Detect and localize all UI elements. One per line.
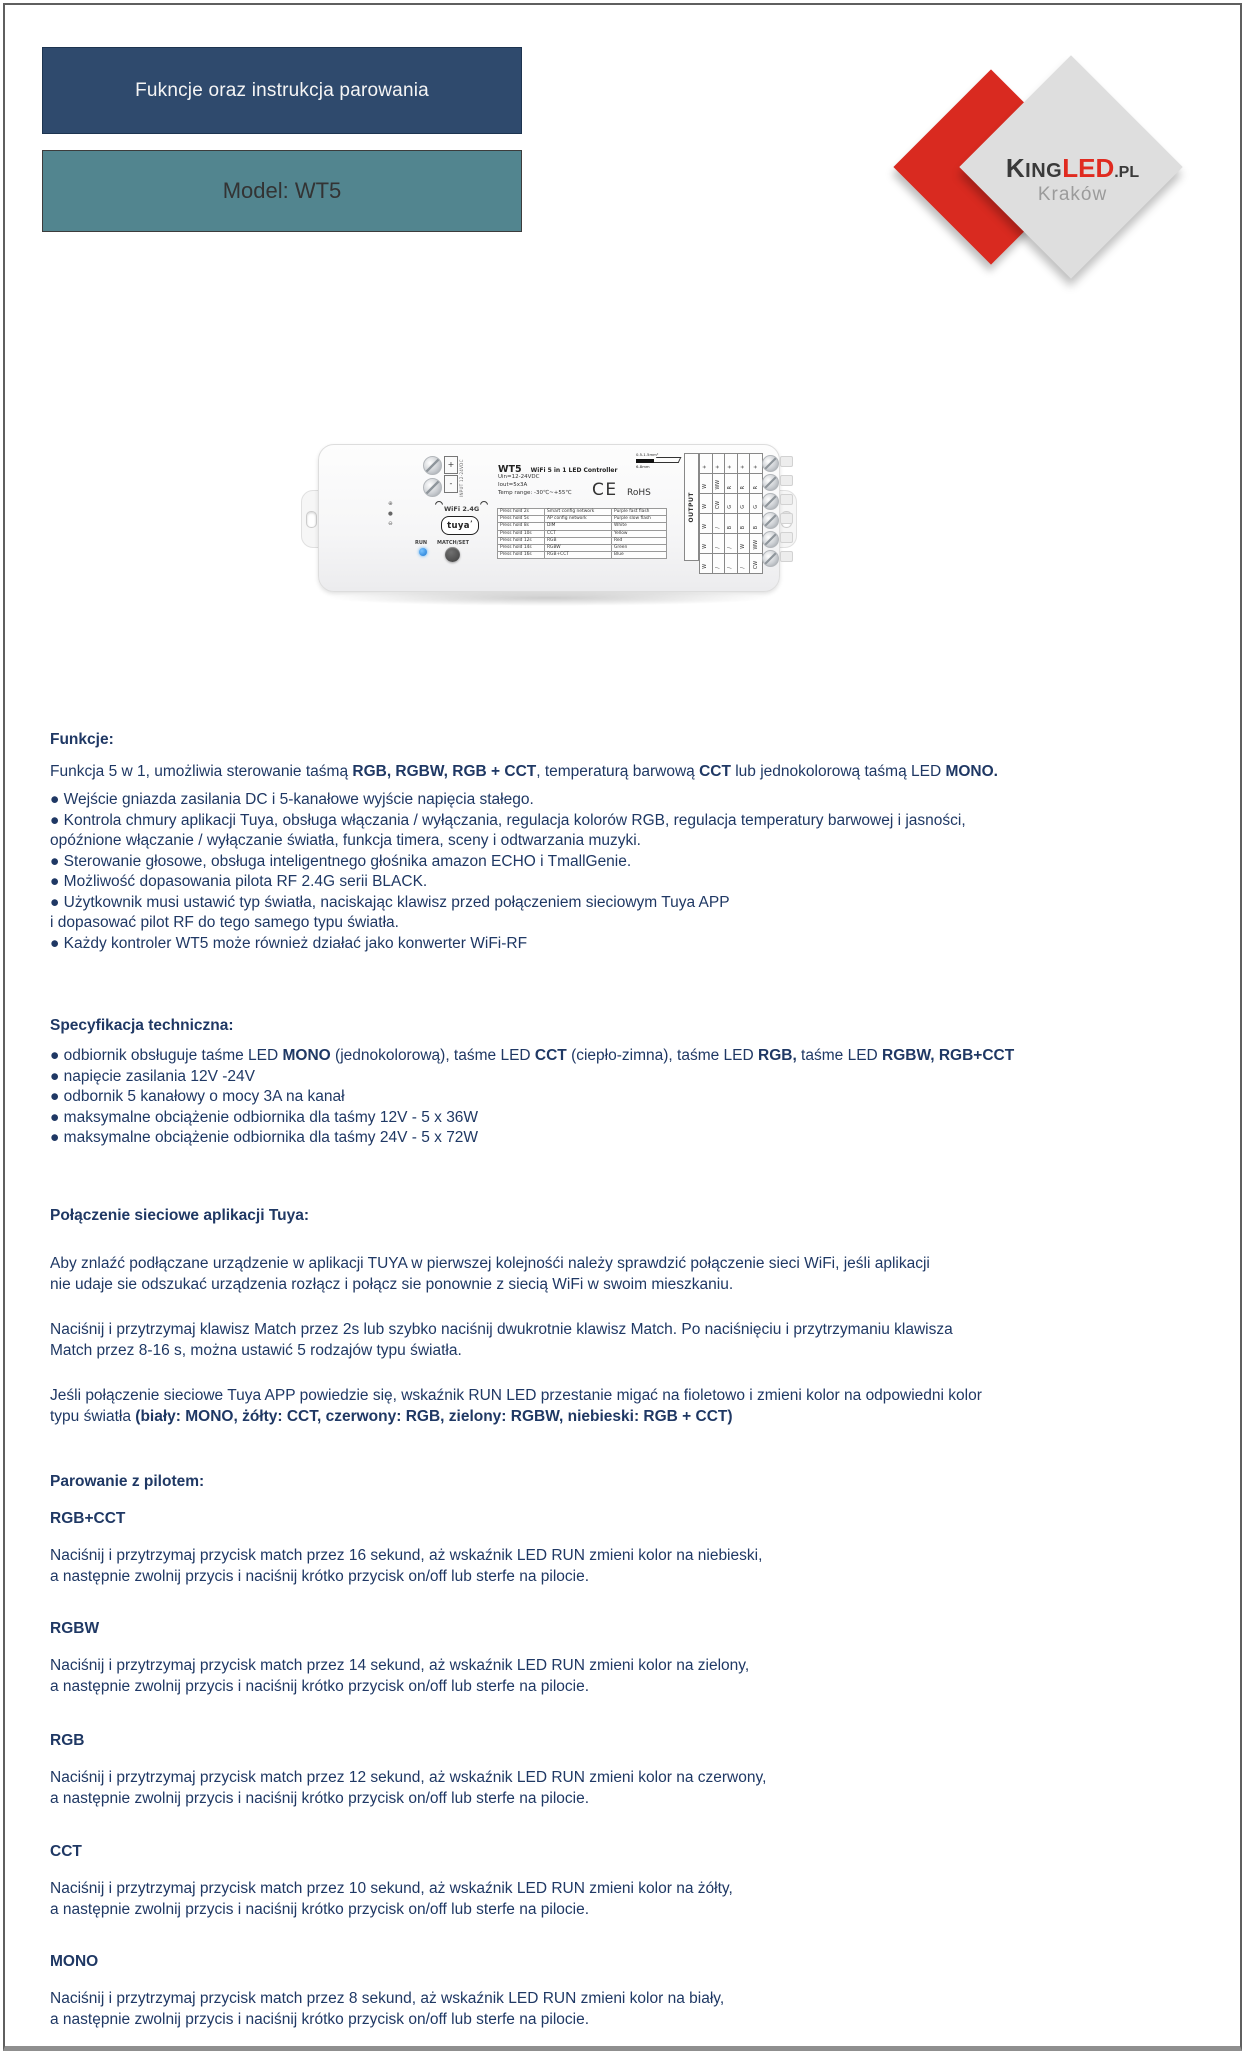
dc-polarity-icon: ⊕ ● ⊖ [388, 501, 393, 527]
section-heading-funkcje: Funkcje: [50, 731, 114, 748]
logo-pl-text: .PL [1114, 164, 1140, 181]
run-led-label: RUN [415, 540, 428, 546]
terminal-tab [780, 475, 793, 486]
tuya-logo: tuya ʼ [441, 516, 479, 535]
kingled-logo [880, 50, 1210, 285]
section-heading-tuya: Połączenie sieciowe aplikacji Tuya: [50, 1207, 310, 1224]
wire-gauge-icon: 0.5-1.5mm² 6-8mm [636, 452, 692, 469]
tuya-accent: ʼ [470, 519, 473, 527]
output-terminal-block [684, 453, 763, 574]
press-hold-table: Press hold 2s Smart config network Purple fast flash Press hold 5s AP config network Purple slow flash Press hold 8s DIM White Press hold 10s CCT Yellow Press hold 12s RGB Red Press hold 14s RGBW Green Press hold 16s RGB+CCT Blue [497, 508, 667, 559]
tuya-paragraph-2: Naciśnij i przytrzymaj klawisz Match przez 2s lub szybko naciśnij dwukrotnie klawisz Match. Po naciśnięciu i przytrzymaniu klawisza Match przez 8-16 s, można ustawić 5 rodzajów typu światła. [50, 1321, 953, 1359]
pairing-label-rgb: RGB [50, 1732, 85, 1749]
device-shadow [326, 590, 772, 606]
device-subtitle: WiFi 5 in 1 LED Controller [530, 467, 618, 474]
pairing-label-rgbw: RGBW [50, 1620, 100, 1637]
output-label: OUTPUT [684, 453, 699, 561]
input-plus-label: + [444, 456, 458, 474]
section-heading-specyfikacja: Specyfikacja techniczna: [50, 1017, 234, 1034]
output-terminal-screw [762, 474, 779, 491]
terminal-tab [780, 456, 793, 467]
terminal-tab [780, 532, 793, 543]
output-terminal-screw [762, 550, 779, 567]
output-terminal-screw [762, 512, 779, 529]
pairing-paragraph-cct: Naciśnij i przytrzymaj przycisk match przez 10 sekund, aż wskaźnik LED RUN zmieni kolor na żółty, a następnie zwolnij przycis i naciśnij krótko przycisk on/off lub sterfe na pilocie. [50, 1880, 733, 1918]
tuya-paragraph-3: Jeśli połączenie sieciowe Tuya APP powiedzie się, wskaźnik RUN LED przestanie migać na fioletowo i zmieni kolor na odpowiedni kolor typu światła (biały: MONO, żółty: CCT, czerwony: RGB, zielony: RGBW, niebieski: RGB + CCT) [50, 1387, 982, 1425]
terminal-tab [780, 551, 793, 562]
pairing-label-cct: CCT [50, 1843, 82, 1860]
wifi-24g-label: WiFi 2.4G [434, 501, 489, 513]
terminal-tab [780, 494, 793, 505]
pairing-paragraph-mono: Naciśnij i przytrzymaj przycisk match przez 8 sekund, aż wskaźnik LED RUN zmieni kolor na biały, a następnie zwolnij przycis i naciśnij krótko przycisk on/off lub sterfe na pilocie. [50, 1990, 725, 2028]
device-spec-lines: Uin=12-24VDC Iout=5x3A Temp range: -30℃~+55℃ [498, 474, 572, 496]
output-terminal-screw [762, 493, 779, 510]
rohs-mark: RoHS [627, 488, 651, 498]
pairing-paragraph-rgb: Naciśnij i przytrzymaj przycisk match przez 12 sekund, aż wskaźnik LED RUN zmieni kolor na czerwony, a następnie zwolnij przycis i naciśnij krótko przycisk on/off lub sterfe na pilocie. [50, 1769, 767, 1807]
funkcje-bullet-list: ● Wejście gniazda zasilania DC i 5-kanałowe wyjście napięcia stałego. ● Kontrola chmury aplikacji Tuya, obsługa włączania / wyłączania, regulacja kolorów RGB, regulacja temperatury barwowej i jasności, opóźnione włączanie / wyłączanie światła, funkcja timera, sceny i odtwarzania muzyki. ● Sterowanie głosowe, obsługa inteligentnego głośnika amazon ECHO i TmallGenie. ● Możliwość dopasowania pilota RF 2.4G serii BLACK. ● Użytkownik musi ustawić typ światła, naciskając klawisz przed połączeniem sieciowym Tuya APP i dopasować pilot RF do tego samego typu światła. ● Każdy kontroler WT5 może również działać jako konwerter WiFi-RF [50, 791, 966, 952]
wire-bar [636, 459, 654, 463]
pairing-label-rgbcct: RGB+CCT [50, 1510, 126, 1527]
logo-city-text: Kraków [1037, 184, 1108, 205]
terminal-tab [780, 513, 793, 524]
title-banner [42, 47, 522, 134]
wire-outline [654, 457, 682, 463]
output-terminal-screw [762, 531, 779, 548]
logo-led-text: LED [1062, 153, 1115, 183]
match-set-button [445, 547, 460, 562]
match-set-label: MATCH/SET [437, 540, 469, 546]
spec-bullet-list: ● odbiornik obsługuje taśme LED MONO (jednokolorową), taśme LED CCT (ciepło-zimna), taśme LED RGB, taśme LED RGBW, RGB+CCT ● napięcie zasilania 12V -24V ● odbornik 5 kanałowy o mocy 3A na kanał ● maksymalne obciążenie odbiornika dla taśmy 12V - 5 x 36W ● maksymalne obciążenie odbiornika dla taśmy 24V - 5 x 72W [50, 1047, 1015, 1146]
output-terminal-screw [762, 455, 779, 472]
model-label: Model: WT5 [222, 178, 342, 203]
input-minus-label: - [444, 475, 458, 493]
pairing-paragraph-rgbcct: Naciśnij i przytrzymaj przycisk match przez 16 sekund, aż wskaźnik LED RUN zmieni kolor na niebieski, a następnie zwolnij przycis i naciśnij krótko przycisk on/off lub sterfe na pilocie. [50, 1547, 763, 1585]
ce-mark: CE [592, 480, 618, 500]
tuya-paragraph-1: Aby znlaźć podłączane urządzenie w aplikacji TUYA w pierwszej kolejnośći należy sprawdzić połączenie sieci WiFi, jeśli aplikacji nie udaje sie odszukać urządzenia rozłącz i połącz sie ponownie z siecią WiFi w swoim mieszkaniu. [50, 1255, 930, 1293]
page-title: Fukncje oraz instrukcja parowania [135, 79, 429, 101]
wifi-icon [480, 501, 488, 509]
wifi-icon [435, 501, 443, 509]
logo-king-text: KING [1005, 153, 1063, 183]
section-heading-parowanie: Parowanie z pilotem: [50, 1473, 205, 1490]
input-voltage-label: INPUT 12-24VDC [459, 459, 464, 497]
device-model-name: WT5 [498, 464, 522, 475]
input-terminal-screw [423, 478, 442, 497]
funkcje-intro-paragraph: Funkcja 5 w 1, umożliwia sterowanie taśmą RGB, RGBW, RGB + CCT, temperaturą barwową CCT lub jednokolorową taśmą LED MONO. [50, 763, 998, 780]
pairing-label-mono: MONO [50, 1953, 99, 1970]
logo-wordmark [950, 153, 1195, 184]
model-banner [42, 150, 522, 232]
input-terminal-screw [423, 456, 442, 475]
run-led-indicator [419, 548, 427, 556]
mounting-hole-left [306, 511, 317, 528]
output-matrix-table: + + + + + W WW R R R W CW G G G W / B B B W / / W WW W / / / CW [699, 453, 763, 574]
pairing-paragraph-rgbw: Naciśnij i przytrzymaj przycisk match przez 14 sekund, aż wskaźnik LED RUN zmieni kolor na zielony, a następnie zwolnij przycis i naciśnij krótko przycisk on/off lub sterfe na pilocie. [50, 1657, 750, 1695]
wt5-controller-photo [318, 444, 780, 592]
